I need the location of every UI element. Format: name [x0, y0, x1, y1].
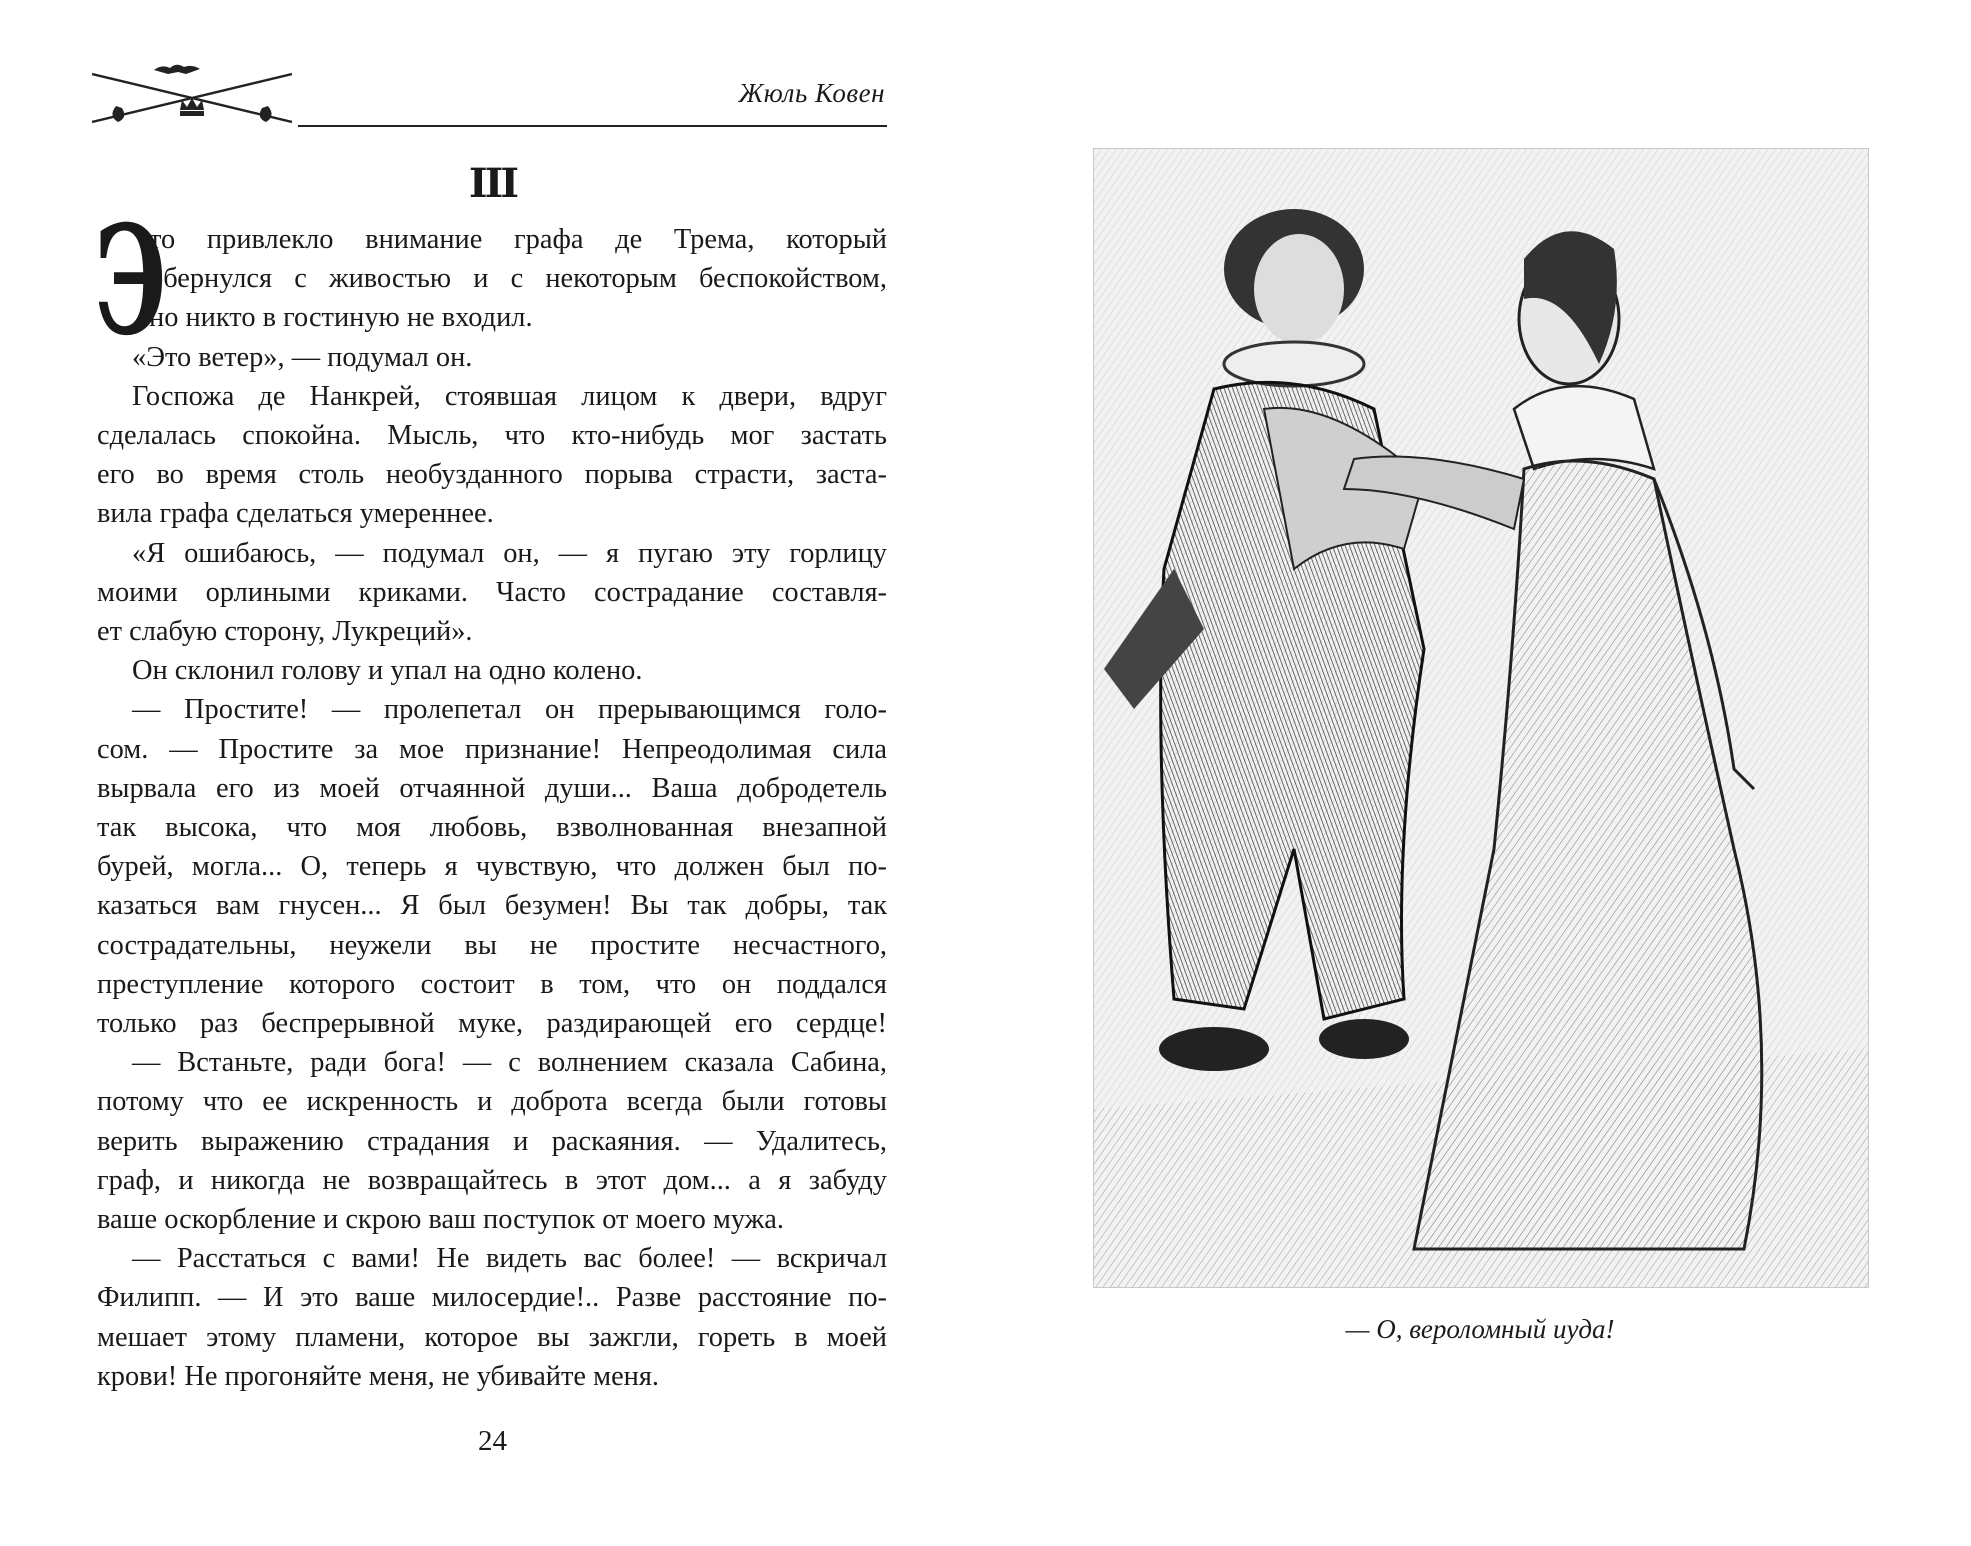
text-line: крови! Не прогоняйте меня, не убивайте меня. [97, 1360, 660, 1392]
running-head-author: Жюль Ковен [738, 78, 885, 108]
text-line: «Я ошибаюсь, — подумал он, — я пугаю эту горлицу [132, 537, 887, 569]
crossed-swords-crown-ornament [92, 60, 292, 130]
drop-cap: Э [95, 193, 167, 369]
text-line: Он склонил голову и упал на одно колено. [132, 655, 643, 687]
text-line: Госпожа де Нанкрей, стоявшая лицом к двери, вдруг [132, 380, 887, 412]
text-line: сом. — Простите за мое признание! Непреодолимая сила [97, 733, 887, 765]
page-number: 24 [478, 1425, 507, 1457]
text-line: Филипп. — И это ваше милосердие!.. Разве расстояние по- [97, 1282, 887, 1314]
text-line: вила графа сделаться умереннее. [97, 498, 494, 530]
chapter-number: III [468, 160, 517, 207]
text-line: вырвала его из моей отчаянной души... Ваша добродетель [97, 772, 887, 804]
text-line: потому что ее искренность и доброта всегда были готовы [97, 1086, 887, 1118]
text-line: так высока, что моя любовь, взволнованная внезапной [97, 812, 887, 844]
header-rule [298, 125, 887, 127]
text-line: «Это ветер», — подумал он. [132, 341, 473, 373]
text-line: его во время столь необузданного порыва страсти, заста- [97, 459, 887, 491]
body-text [95, 193, 887, 1396]
illustration-caption: — О, вероломный иуда! [1345, 1314, 1615, 1344]
text-line: казаться вам гнусен... Я был безумен! Вы так добры, так [97, 890, 887, 922]
text-line: моими орлиными криками. Часто сострадание составля- [97, 576, 887, 608]
text-line: но никто в гостиную не входил. [149, 302, 533, 334]
left-page [0, 0, 985, 1546]
text-line: граф, и никогда не возвращайтесь в этот дом... а я забуду [97, 1164, 887, 1196]
text-line: ет слабую сторону, Лукреций». [97, 616, 473, 648]
text-line: бурей, могла... О, теперь я чувствую, что должен был по- [97, 851, 887, 883]
text-line: сострадательны, неужели вы не простите несчастного, [97, 929, 887, 961]
text-line: только раз беспрерывной муке, раздирающей его сердце! [97, 1008, 887, 1040]
right-page [985, 0, 1971, 1546]
engraving-illustration [1093, 148, 1869, 1288]
text-line: сделалась спокойна. Мысль, что кто-нибудь мог застать [97, 420, 887, 452]
text-line: — Простите! — пролепетал он прерывающимся голо- [132, 694, 887, 726]
text-line: мешает этому пламени, которое вы зажгли, гореть в моей [97, 1321, 887, 1353]
text-line: — Встаньте, ради бога! — с волнением сказала Сабина, [132, 1047, 887, 1079]
text-line: верить выражению страдания и раскаяния. — Удалитесь, [97, 1125, 887, 1157]
text-line: то привлекло внимание графа де Трема, который [149, 224, 887, 255]
text-line: преступление которого состоит в том, что он поддался [97, 968, 887, 1000]
engraving-drawing [1094, 149, 1868, 1287]
text-line: — Расстаться с вами! Не видеть вас более! — вскричал [132, 1243, 887, 1275]
text-line: ваше оскорбление и скрою ваш поступок от моего мужа. [97, 1204, 784, 1236]
text-line: обернулся с живостью и с некоторым беспокойством, [149, 263, 887, 295]
